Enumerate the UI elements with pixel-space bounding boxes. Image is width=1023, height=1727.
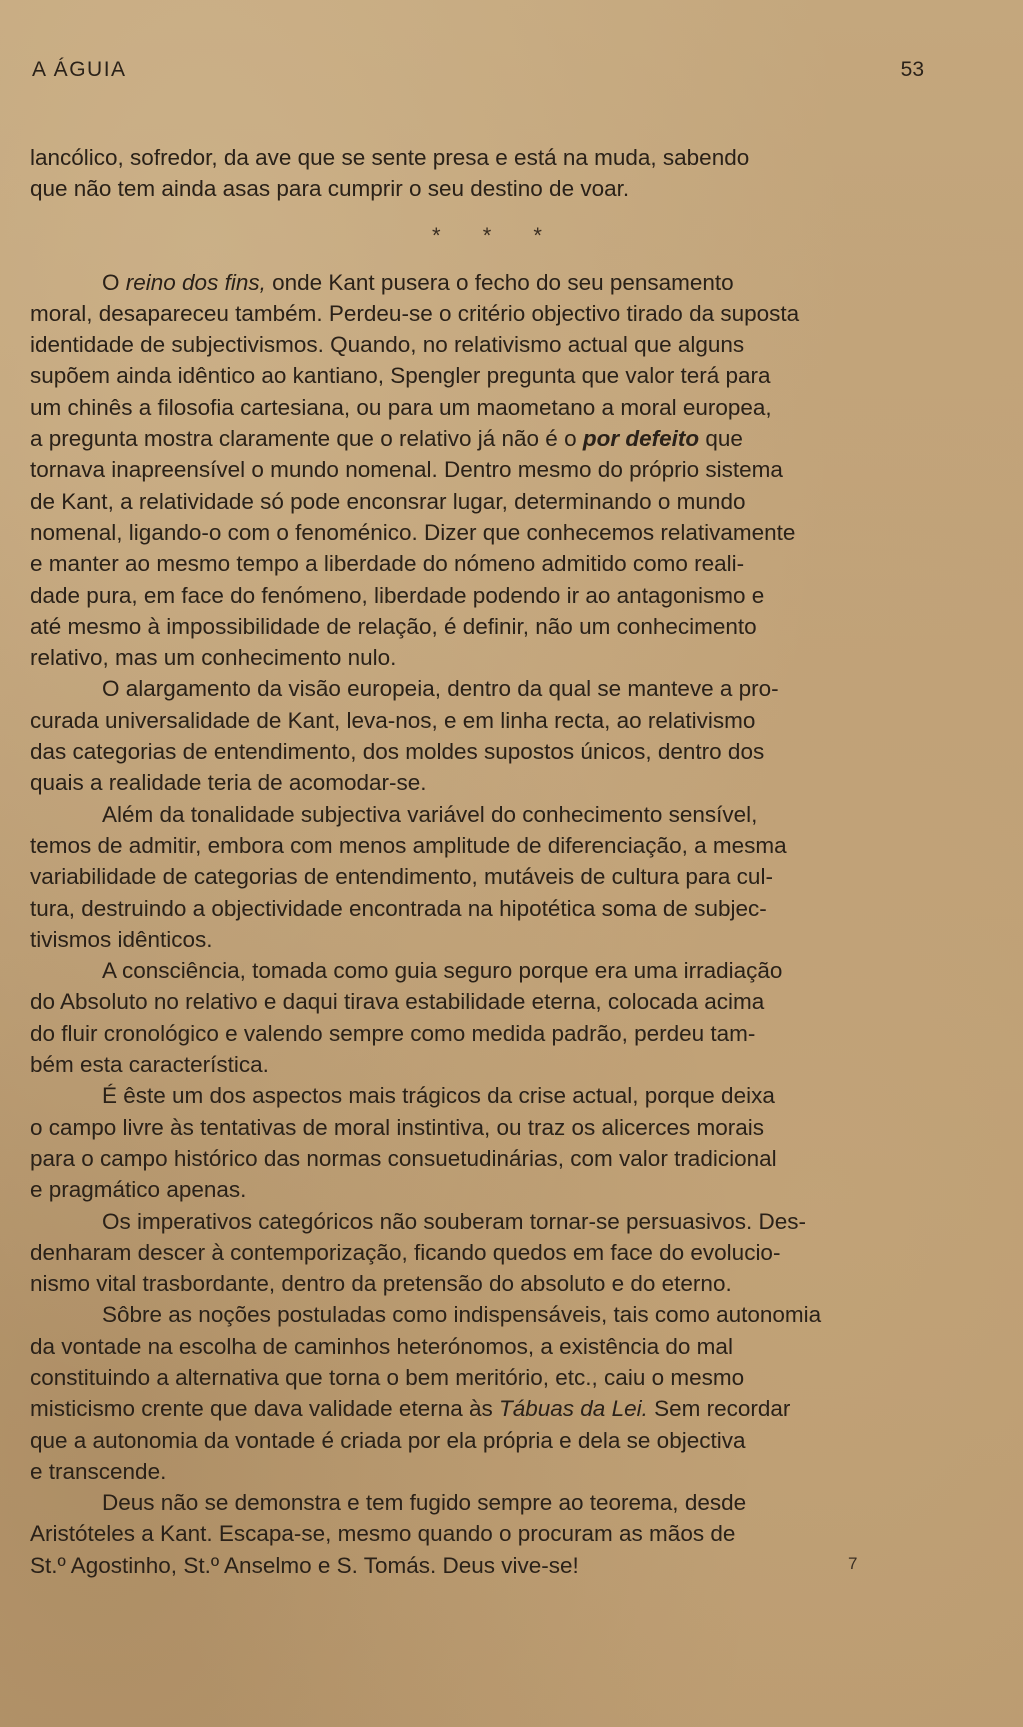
- text-line: um chinês a filosofia cartesiana, ou para um maometano a moral europea,: [30, 394, 772, 420]
- text-line: supõem ainda idêntico ao kantiano, Spengler pregunta que valor terá para: [30, 363, 771, 389]
- text-line: Além da tonalidade subjectiva variável do conhecimento sensível,: [102, 801, 758, 827]
- text-line: nismo vital trasbordante, dentro da pretensão do absoluto e do eterno.: [30, 1271, 732, 1297]
- text-line: de Kant, a relatividade só pode enconsrar lugar, determinando o mundo: [30, 488, 746, 514]
- italic-phrase: reino dos fins,: [125, 269, 266, 295]
- text-line: [30, 1393, 922, 1424]
- text-line: tivismos idênticos.: [30, 926, 213, 952]
- text-line: quais a realidade teria de acomodar-se.: [30, 770, 427, 796]
- text-line: da vontade na escolha de caminhos heterónomos, a existência do mal: [30, 1333, 733, 1359]
- text-line: Os imperativos categóricos não souberam tornar-se persuasivos. Des-: [102, 1208, 807, 1234]
- text-line: O alargamento da visão europeia, dentro da qual se manteve a pro-: [102, 676, 779, 702]
- text-run: a pregunta mostra claramente que o relativo já não é o: [30, 426, 583, 452]
- text-line: que não tem ainda asas para cumprir o seu destino de voar.: [30, 176, 630, 202]
- text-line: bém esta característica.: [30, 1052, 269, 1078]
- text-line: curada universalidade de Kant, leva-nos, e em linha recta, ao relativismo: [30, 707, 756, 733]
- text-line: [30, 423, 922, 454]
- text-line: Sôbre as noções postuladas como indispensáveis, tais como autonomia: [102, 1302, 822, 1328]
- text-line: relativo, mas um conhecimento nulo.: [30, 645, 397, 671]
- text-line: Deus não se demonstra e tem fugido sempre ao teorema, desde: [102, 1490, 747, 1516]
- text-run: O: [102, 269, 126, 295]
- text-line: e manter ao mesmo tempo a liberdade do nómeno admitido como reali-: [30, 551, 745, 577]
- running-head: A ÁGUIA: [32, 58, 127, 81]
- text-line: que a autonomia da vontade é criada por ela própria e dela se objectiva: [30, 1427, 746, 1453]
- text-line: [30, 267, 922, 298]
- text-line: tornava inapreensível o mundo nomenal. Dentro mesmo do próprio sistema: [30, 457, 783, 483]
- text-run: Sem recordar: [647, 1396, 791, 1422]
- page-number: 53: [900, 58, 924, 81]
- text-line: Aristóteles a Kant. Escapa-se, mesmo quando o procuram as mãos de: [30, 1521, 736, 1547]
- text-line: dade pura, em face do fenómeno, liberdade podendo ir ao antagonismo e: [30, 582, 765, 608]
- text-line: St.º Agostinho, St.º Anselmo e S. Tomás. Deus vive-se!: [30, 1552, 579, 1578]
- text-line: nomenal, ligando-o com o fenoménico. Dizer que conhecemos relativamente: [30, 519, 796, 545]
- text-line: até mesmo à impossibilidade de relação, é definir, não um conhecimento: [30, 613, 757, 639]
- text-line: constituindo a alternativa que torna o bem meritório, etc., caiu o mesmo: [30, 1364, 745, 1390]
- body-text: [30, 142, 922, 1581]
- text-line: variabilidade de categorias de entendimento, mutáveis de cultura para cul-: [30, 864, 773, 890]
- emphasis-phrase: por defeito: [582, 426, 700, 452]
- page-header: [32, 58, 924, 88]
- text-run: que: [699, 426, 743, 452]
- text-line: das categorias de entendimento, dos moldes supostos únicos, dentro dos: [30, 739, 765, 765]
- text-line: e pragmático apenas.: [30, 1177, 247, 1203]
- signature-mark: 7: [848, 1554, 858, 1573]
- text-line: temos de admitir, embora com menos amplitude de diferenciação, a mesma: [30, 832, 787, 858]
- text-line: o campo livre às tentativas de moral instintiva, ou traz os alicerces morais: [30, 1114, 765, 1140]
- text-line: A consciência, tomada como guia seguro porque era uma irradiação: [102, 958, 783, 984]
- text-line: e transcende.: [30, 1458, 167, 1484]
- italic-phrase: Tábuas da Lei.: [499, 1396, 648, 1422]
- text-line: do fluir cronológico e valendo sempre como medida padrão, perdeu tam-: [30, 1020, 756, 1046]
- text-line: denharam descer à contemporização, ficando quedos em face do evolucio-: [30, 1239, 781, 1265]
- text-line: identidade de subjectivismos. Quando, no relativismo actual que alguns: [30, 332, 745, 358]
- text-line: moral, desapareceu também. Perdeu-se o critério objectivo tirado da suposta: [30, 300, 800, 326]
- text-line: para o campo histórico das normas consuetudinárias, com valor tradicional: [30, 1145, 777, 1171]
- text-run: onde Kant pusera o fecho do seu pensamento: [265, 269, 734, 295]
- text-line: do Absoluto no relativo e daqui tirava estabilidade eterna, colocada acima: [30, 989, 765, 1015]
- section-separator: * * *: [432, 222, 560, 248]
- text-run: misticismo crente que dava validade eterna às: [30, 1396, 499, 1422]
- text-line: lancólico, sofredor, da ave que se sente presa e está na muda, sabendo: [30, 145, 750, 170]
- text-line: tura, destruindo a objectividade encontrada na hipotética soma de subjec-: [30, 895, 767, 921]
- text-line: É êste um dos aspectos mais trágicos da crise actual, porque deixa: [102, 1083, 775, 1109]
